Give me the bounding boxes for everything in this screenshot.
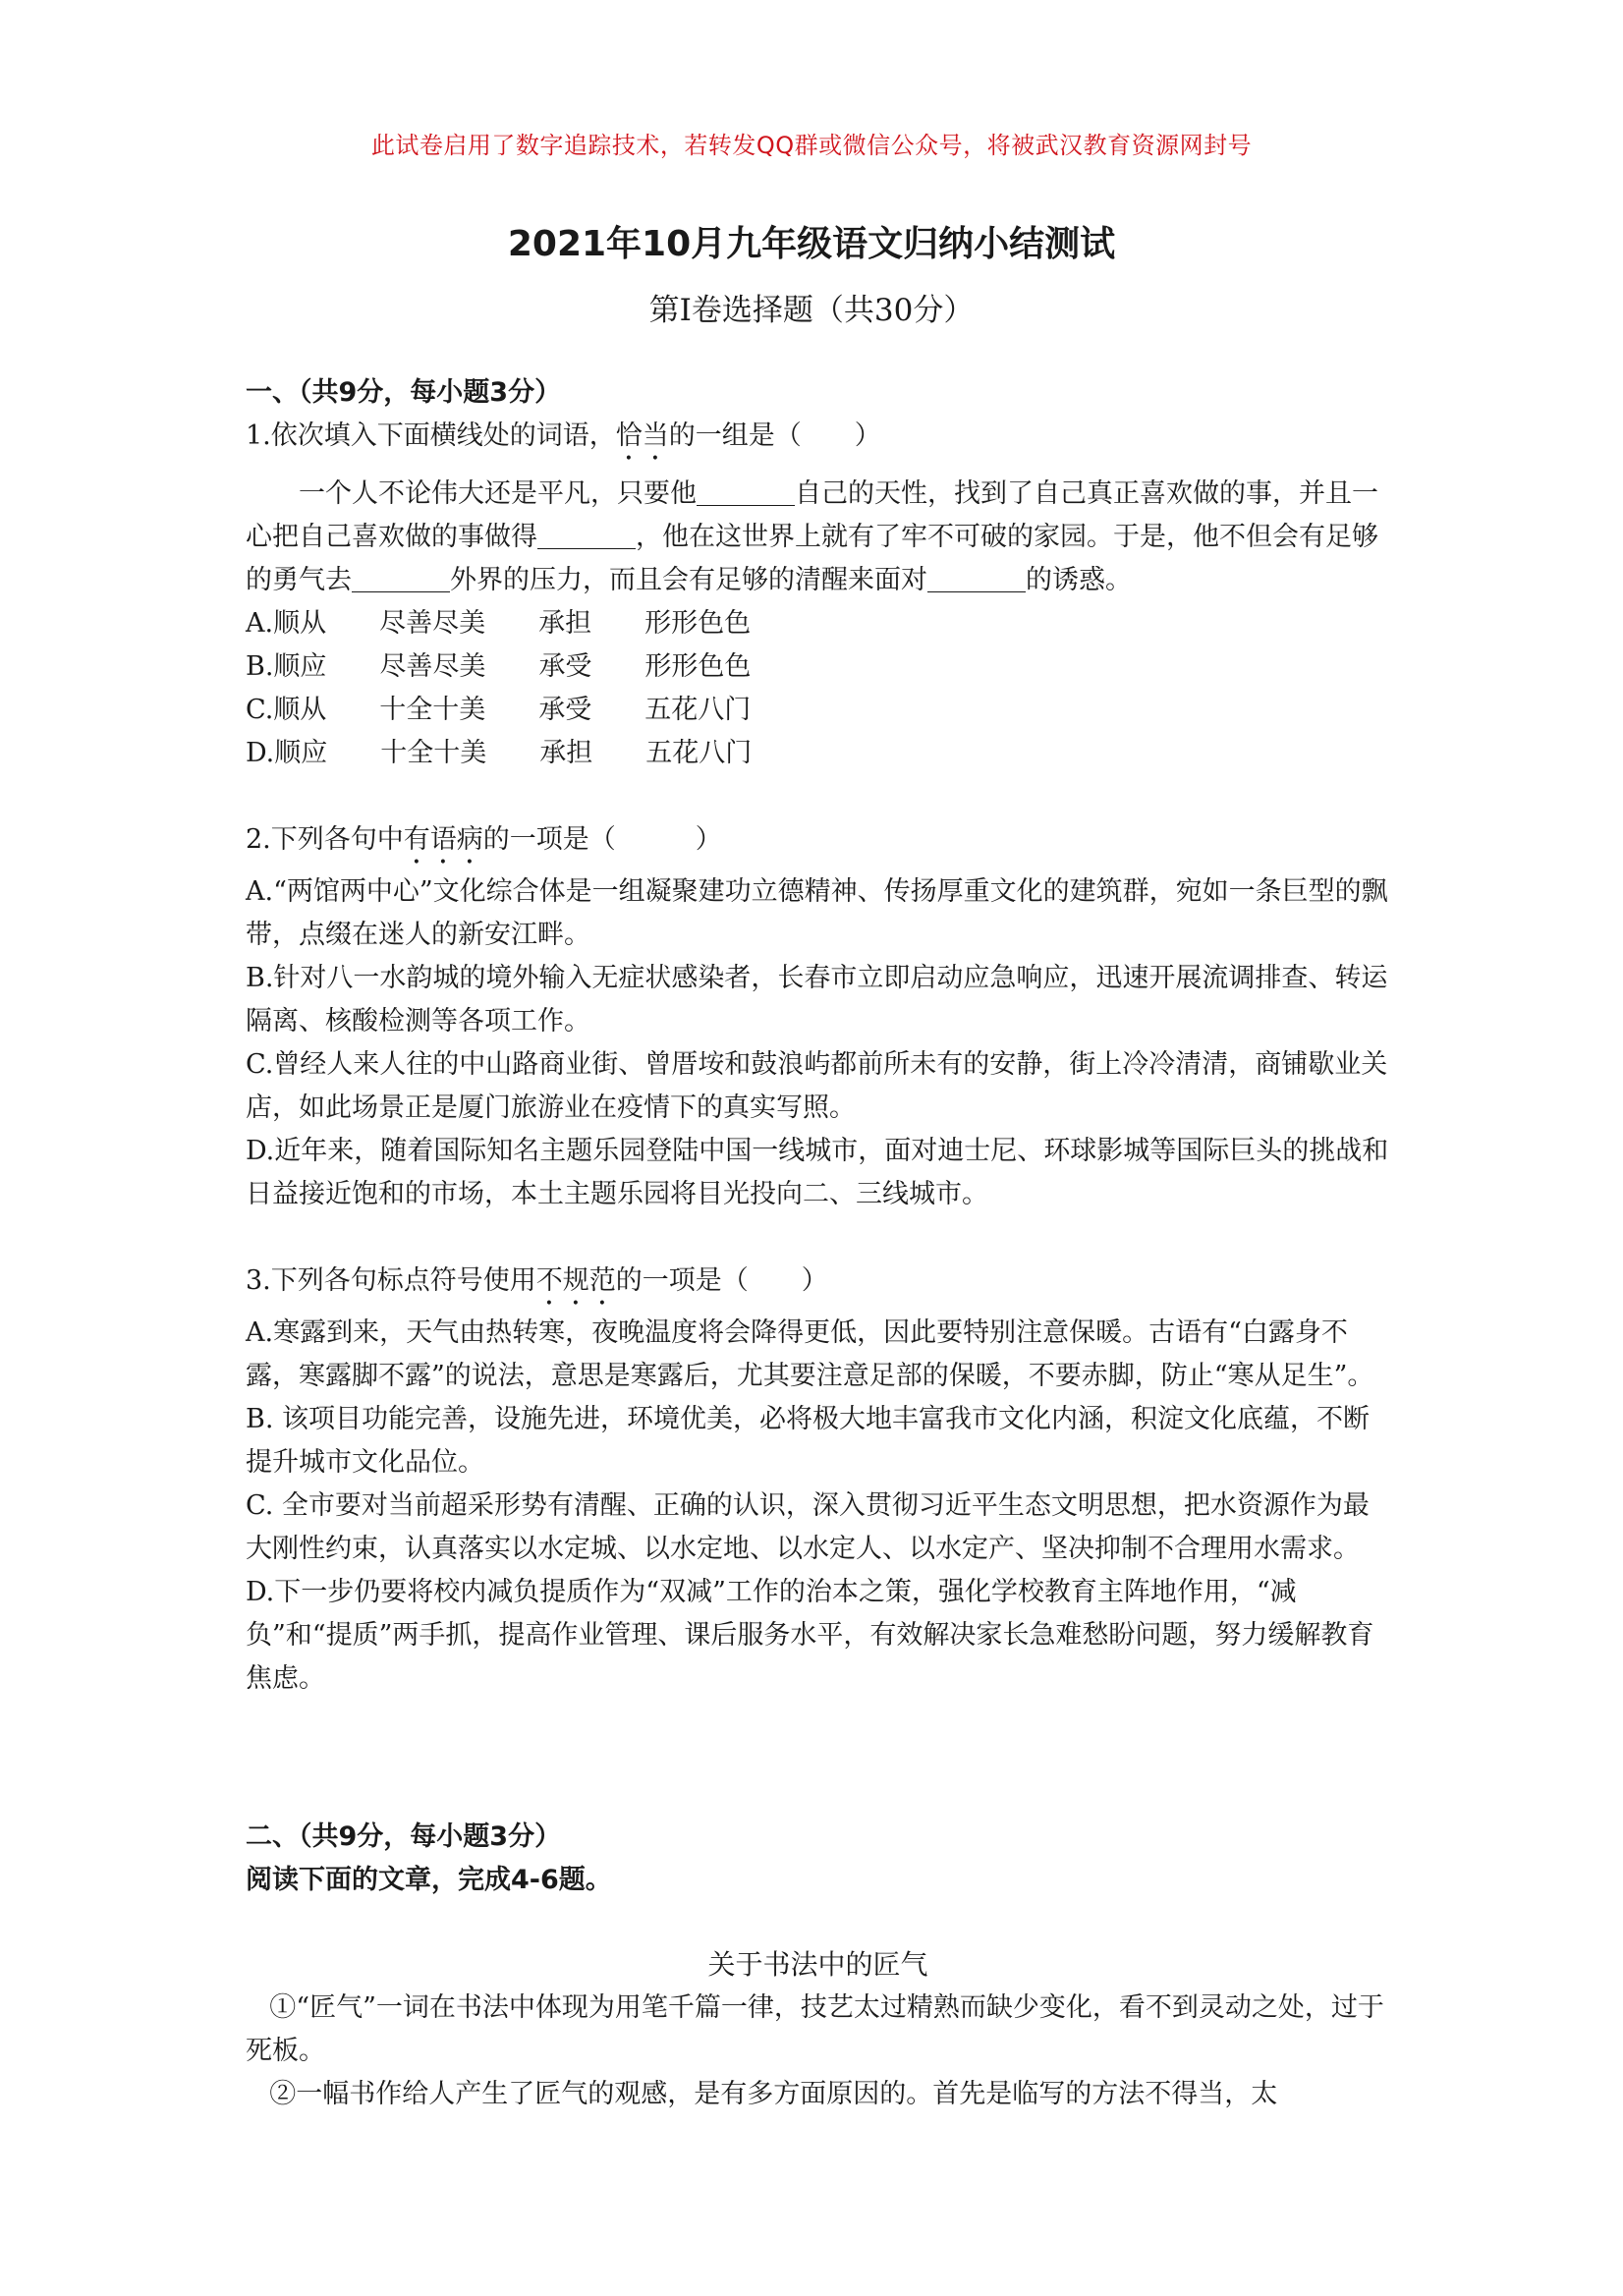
q3-option-d: D.下一步仍要将校内减负提质作为“双减”工作的治本之策，强化学校教育主阵地作用，“减负”和“提质”两手抓，提高作业管理、课后服务水平，有效解决家长急难愁盼问题，努力缓解教育焦虑。 — [246, 1577, 1374, 1694]
q1-option-c: C.顺从 十全十美 承受 五花八门 — [246, 695, 752, 725]
article-title: 关于书法中的匠气 — [707, 1948, 928, 1981]
fill-blank — [927, 564, 1026, 592]
q1-stem-emphasis: 恰当 — [615, 420, 669, 451]
q3-option-a: A.寒露到来，天气由热转寒，夜晚温度将会降得更低，因此要特别注意保暖。古语有“白露身不露，寒露脚不露”的说法，意思是寒露后，尤其要注意足部的保暖，不要赤脚，防止“寒从足生”。 — [246, 1317, 1374, 1391]
article-paragraph-1: ①“匠气”一词在书法中体现为用笔千篇一律，技艺太过精熟而缺少变化，看不到灵动之处，过于死板。 — [246, 1992, 1384, 2066]
q2-option-b: B.针对八一水韵城的境外输入无症状感染者，长春市立即启动应急响应，迅速开展流调排查、转运隔离、核酸检测等各项工作。 — [246, 963, 1388, 1036]
q1-option-a: A.顺从 尽善尽美 承担 形形色色 — [246, 608, 752, 639]
q2-stem-end: 的一项是（ ） — [482, 824, 722, 855]
q3-stem-emphasis: 不规范 — [535, 1265, 616, 1296]
spacer — [246, 1216, 1390, 1260]
q1-stem-end: 的一组是（ ） — [668, 420, 881, 451]
fill-blank — [537, 521, 636, 549]
article-paragraph-2: ②一幅书作给人产生了匠气的观感，是有多方面原因的。首先是临写的方法不得当，太 — [269, 2079, 1278, 2109]
question-1-passage — [246, 473, 1390, 602]
q1-passage-part: ，他在这世界上就有了牢不可破的家园。于是，他不但会有足够的勇气去 — [246, 522, 1378, 595]
q2-stem-emphasis: 有语病 — [403, 824, 483, 855]
q3-stem-end: 的一项是（ ） — [615, 1265, 828, 1296]
page-title: 2021年10月九年级语文归纳小结测试 — [507, 224, 1116, 264]
q1-stem-text: 1.依次填入下面横线处的词语， — [246, 420, 616, 451]
copyright-notice: 此试卷启用了数字追踪技术，若转发QQ群或微信公众号，将被武汉教育资源网封号 — [370, 132, 1253, 159]
section-1 — [246, 371, 1390, 1701]
section-2-instruction: 阅读下面的文章，完成4-6题。 — [246, 1865, 612, 1895]
q2-option-d: D.近年来，随着国际知名主题乐园登陆中国一线城市，面对迪士尼、环球影城等国际巨头的挑战和日益接近饱和的市场，本土主题乐园将目光投向二、三线城市。 — [246, 1136, 1389, 1209]
q1-passage-part: 的诱惑。 — [1026, 565, 1132, 595]
q1-option-b: B.顺应 尽善尽美 承受 形形色色 — [246, 651, 752, 682]
q1-passage-part: 自己的天性，找到了自己真正喜欢做的事，并且一心把自己喜欢做的事做得 — [246, 478, 1378, 552]
q1-passage-part: 外界的压力，而且会有足够的清醒来面对 — [450, 565, 927, 595]
q3-option-b: B. 该项目功能完善，设施先进，环境优美，必将极大地丰富我市文化内涵，积淀文化底蕴，不断提升城市文化品位。 — [246, 1404, 1371, 1478]
q1-passage-part: 一个人不论伟大还是平凡，只要他 — [299, 478, 697, 509]
section-1-heading: 一、（共9分，每小题3分） — [246, 377, 562, 408]
q2-option-a: A.“两馆两中心”文化综合体是一组凝聚建功立德精神、传扬厚重文化的建筑群，宛如一条巨型的飘带，点缀在迷人的新安江畔。 — [246, 876, 1388, 950]
question-1-stem — [246, 415, 1390, 467]
q1-option-d: D.顺应 十全十美 承担 五花八门 — [246, 738, 753, 768]
question-3-stem — [246, 1260, 1390, 1312]
q3-stem-text: 3.下列各句标点符号使用 — [246, 1265, 536, 1296]
q3-option-c: C. 全市要对当前超采形势有清醒、正确的认识，深入贯彻习近平生态文明思想，把水资源作为最大刚性约束，认真落实以水定城、以水定地、以水定人、以水定产、坚决抑制不合理用水需求。 — [246, 1490, 1370, 1564]
q2-stem-text: 2.下列各句中 — [246, 824, 404, 855]
spacer — [246, 775, 1390, 818]
section-2-heading: 二、（共9分，每小题3分） — [246, 1821, 562, 1852]
fill-blank — [352, 564, 450, 592]
fill-blank — [697, 477, 795, 506]
section-2 — [246, 1816, 1390, 2116]
page-subtitle: 第Ⅰ卷选择题（共30分） — [648, 293, 975, 328]
question-2-stem — [246, 818, 1390, 870]
q2-option-c: C.曾经人来人往的中山路商业街、曾厝垵和鼓浪屿都前所未有的安静，街上冷冷清清，商铺歇业关店，如此场景正是厦门旅游业在疫情下的真实写照。 — [246, 1049, 1388, 1123]
spacer — [246, 1902, 1390, 1943]
